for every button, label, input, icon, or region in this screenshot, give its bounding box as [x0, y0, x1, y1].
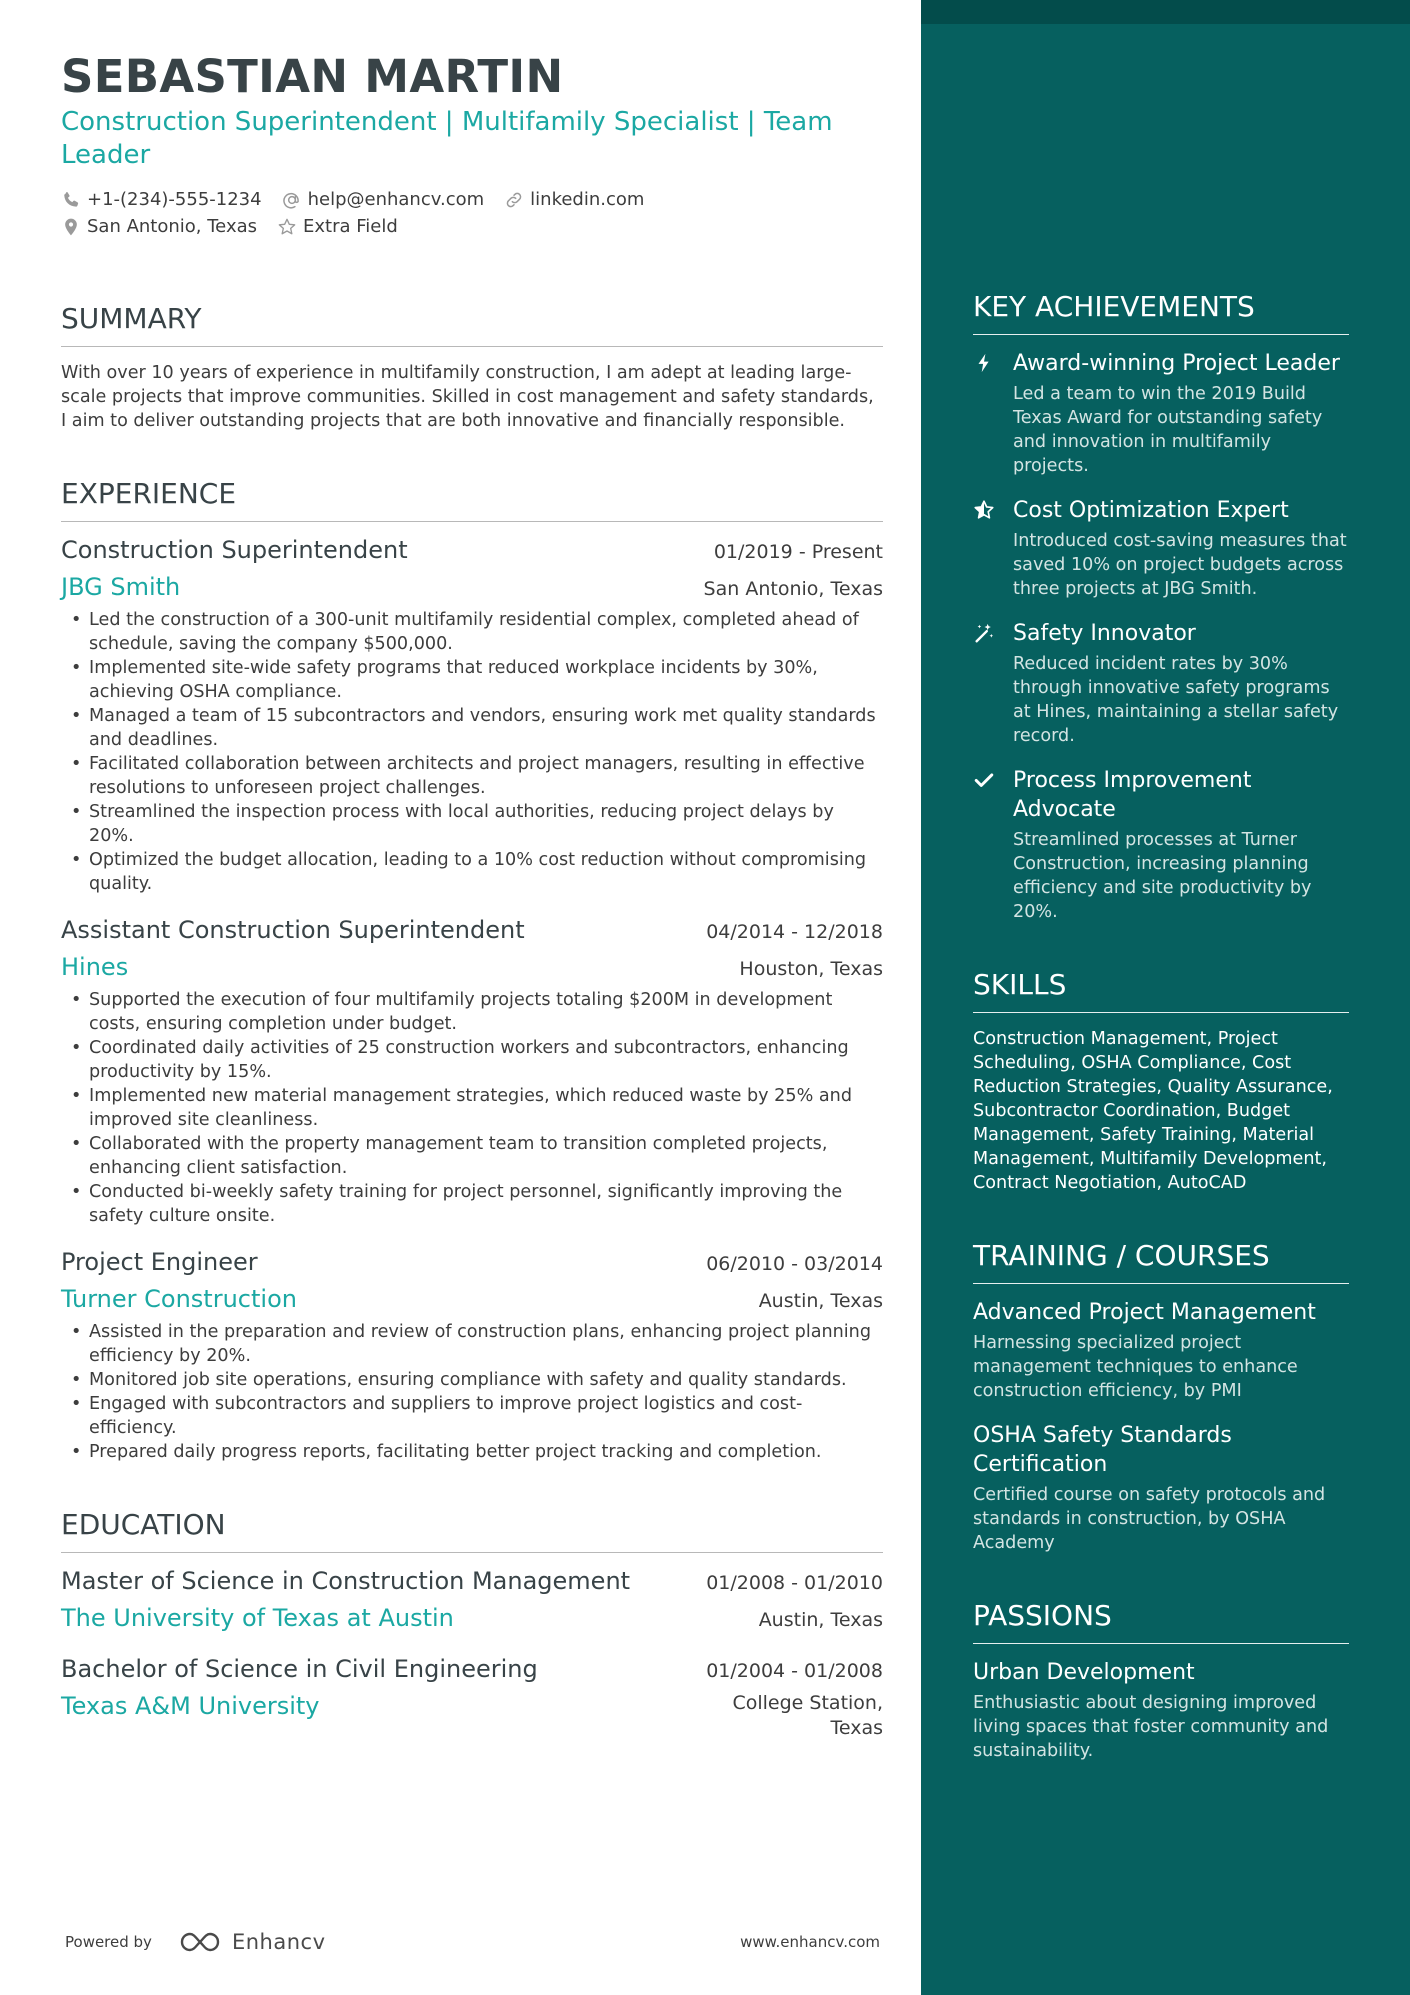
course-item: [973, 1421, 1349, 1555]
experience-heading: EXPERIENCE: [61, 477, 883, 522]
bullet-item: • Supported the execution of four multifamily projects totaling $200M in development costs, ensuring completion under budget.: [61, 988, 883, 1036]
phone-text: +1-(234)-555-1234: [87, 189, 262, 210]
contact-email[interactable]: [282, 186, 485, 213]
enhancv-logo-icon: [178, 1930, 224, 1954]
contact-extra: [277, 213, 398, 240]
bullet-item: • Implemented site-wide safety programs that reduced workplace incidents by 30%, achieving OSHA compliance.: [61, 656, 883, 704]
education-section: [61, 1508, 883, 1741]
job-bullets: [61, 608, 883, 896]
contact-linkedin[interactable]: [504, 186, 644, 213]
bullet-item: • Implemented new material management strategies, which reduced waste by 25% and improved site cleanliness.: [61, 1084, 883, 1132]
job-bullets: [61, 988, 883, 1228]
school-location: College Station, Texas: [732, 1692, 883, 1739]
bullet-item: • Monitored job site operations, ensuring compliance with safety and quality standards.: [61, 1368, 883, 1392]
achievement-desc: Introduced cost-saving measures that saved 10% on project budgets across three projects at JBG Smith.: [1013, 531, 1347, 599]
achievement-desc: Reduced incident rates by 30% through innovative safety programs at Hines, maintaining a stellar safety record.: [1013, 654, 1339, 746]
company-name: Hines: [61, 953, 129, 981]
achievement-title: Cost Optimization Expert: [1013, 498, 1289, 523]
job-bullets: [61, 1320, 883, 1464]
job-title: Construction Superintendent: [61, 536, 408, 564]
achievement-item: [973, 496, 1349, 601]
job-title: Assistant Construction Superintendent: [61, 916, 525, 944]
company-name: JBG Smith: [61, 573, 181, 601]
achievements-heading: KEY ACHIEVEMENTS: [973, 290, 1349, 335]
passions-heading: PASSIONS: [973, 1599, 1349, 1644]
passion-desc: Enthusiastic about designing improved living spaces that foster community and sustainability.: [973, 1693, 1329, 1761]
course-desc: Harnessing specialized project management techniques to enhance construction efficiency, by PMI: [973, 1333, 1298, 1401]
school-location: Austin, Texas: [758, 1609, 883, 1631]
experience-entry: [61, 534, 883, 896]
job-title: Project Engineer: [61, 1248, 258, 1276]
job-location: Austin, Texas: [758, 1290, 883, 1312]
bullet-item: • Led the construction of a 300-unit multifamily residential complex, completed ahead of schedule, saving the company $500,000.: [61, 608, 883, 656]
powered-by-label: Powered by: [65, 1933, 152, 1951]
contact-info: [61, 186, 883, 240]
enhancv-logo[interactable]: [178, 1930, 326, 1954]
job-dates: 06/2010 - 03/2014: [706, 1253, 883, 1275]
bullet-item: • Optimized the budget allocation, leading to a 10% cost reduction without compromising quality.: [61, 848, 883, 896]
achievement-item: [973, 349, 1349, 478]
achievement-title: Safety Innovator: [1013, 621, 1196, 646]
training-section: [973, 1239, 1349, 1555]
candidate-headline: Construction Superintendent | Multifamily Specialist | Team Leader: [61, 107, 833, 170]
powered-by: [65, 1930, 326, 1954]
bullet-item: • Streamlined the inspection process with local authorities, reducing project delays by 20%.: [61, 800, 883, 848]
skills-section: [973, 968, 1349, 1195]
achievement-desc: Streamlined processes at Turner Construction, increasing planning efficiency and site productivity by 20%.: [1013, 830, 1312, 922]
lightning-icon: [973, 352, 995, 374]
linkedin-text: linkedin.com: [530, 189, 645, 210]
skills-heading: SKILLS: [973, 968, 1349, 1013]
bullet-item: • Coordinated daily activities of 25 construction workers and subcontractors, enhancing productivity by 15%.: [61, 1036, 883, 1084]
training-heading: TRAINING / COURSES: [973, 1239, 1349, 1284]
education-dates: 01/2008 - 01/2010: [706, 1572, 883, 1594]
bullet-item: • Assisted in the preparation and review of construction plans, enhancing project planning efficiency by 20%.: [61, 1320, 883, 1368]
contact-phone[interactable]: [61, 186, 262, 213]
job-location: Houston, Texas: [739, 958, 883, 980]
candidate-name: SEBASTIAN MARTIN: [61, 50, 564, 103]
achievement-item: [973, 766, 1349, 924]
location-text: San Antonio, Texas: [87, 216, 257, 237]
degree-title: Bachelor of Science in Civil Engineering: [61, 1655, 538, 1683]
job-dates: 04/2014 - 12/2018: [706, 921, 883, 943]
bullet-item: • Facilitated collaboration between architects and project managers, resulting in effective resolutions to unforeseen project challenges.: [61, 752, 883, 800]
experience-entry: [61, 914, 883, 1228]
experience-entry: [61, 1246, 883, 1464]
bullet-item: • Conducted bi-weekly safety training for project personnel, significantly improving the safety culture onsite.: [61, 1180, 883, 1228]
achievements-section: [973, 290, 1349, 924]
summary-text: With over 10 years of experience in multifamily construction, I am adept at leading large-scale projects that improve communities. Skilled in cost management and safety standards, I aim to deliver outstanding projects that are both innovative and financially responsible.: [61, 363, 874, 431]
achievement-title: Process Improvement Advocate: [1013, 768, 1252, 822]
link-icon: [504, 190, 524, 210]
main-column: [61, 50, 883, 1741]
education-entry: [61, 1653, 883, 1741]
bullet-item: • Prepared daily progress reports, facilitating better project tracking and completion.: [61, 1440, 883, 1464]
location-pin-icon: [61, 217, 81, 237]
achievement-desc: Led a team to win the 2019 Build Texas Award for outstanding safety and innovation in multifamily projects.: [1013, 384, 1323, 476]
skills-list: Construction Management, Project Scheduling, OSHA Compliance, Cost Reduction Strategies, Quality Assurance, Subcontractor Coordination, Budget Management, Safety Training, Material Management, Multifamily Development, Contract Negotiation, AutoCAD: [973, 1029, 1333, 1193]
magic-wand-icon: [973, 622, 995, 644]
passion-item: [973, 1658, 1349, 1763]
bullet-item: • Collaborated with the property management team to transition completed projects, enhancing client satisfaction.: [61, 1132, 883, 1180]
course-desc: Certified course on safety protocols and standards in construction, by OSHA Academy: [973, 1485, 1326, 1553]
bullet-item: • Engaged with subcontractors and suppliers to improve project logistics and cost-efficiency.: [61, 1392, 883, 1440]
at-sign-icon: [282, 190, 302, 210]
education-dates: 01/2004 - 01/2008: [706, 1660, 883, 1682]
experience-section: [61, 477, 883, 1464]
contact-location: [61, 213, 257, 240]
achievement-item: [973, 619, 1349, 748]
phone-icon: [61, 190, 81, 210]
summary-heading: SUMMARY: [61, 302, 883, 347]
passion-title: Urban Development: [973, 1660, 1195, 1685]
email-text: help@enhancv.com: [307, 189, 485, 210]
school-name: Texas A&M University: [61, 1692, 320, 1720]
degree-title: Master of Science in Construction Management: [61, 1567, 631, 1595]
brand-name: Enhancv: [231, 1930, 326, 1954]
education-entry: [61, 1565, 883, 1633]
job-location: San Antonio, Texas: [703, 578, 883, 600]
course-item: [973, 1298, 1349, 1403]
footer: [65, 1925, 880, 1959]
course-title: Advanced Project Management: [973, 1300, 1316, 1325]
checkmark-icon: [973, 769, 995, 791]
bullet-item: • Managed a team of 15 subcontractors and vendors, ensuring work met quality standards and deadlines.: [61, 704, 883, 752]
sidebar-top-band: [921, 0, 1410, 24]
company-name: Turner Construction: [61, 1285, 297, 1313]
summary-section: [61, 302, 883, 433]
website-link[interactable]: www.enhancv.com: [740, 1933, 880, 1951]
education-heading: EDUCATION: [61, 1508, 883, 1553]
achievement-title: Award-winning Project Leader: [1013, 351, 1340, 376]
school-name: The University of Texas at Austin: [61, 1604, 454, 1632]
job-dates: 01/2019 - Present: [713, 541, 883, 563]
star-half-icon: [973, 499, 995, 521]
star-outline-icon: [277, 217, 297, 237]
sidebar: [921, 0, 1410, 1995]
passions-section: [973, 1599, 1349, 1763]
extra-field-text: Extra Field: [303, 216, 398, 237]
course-title: OSHA Safety Standards Certification: [973, 1423, 1232, 1477]
